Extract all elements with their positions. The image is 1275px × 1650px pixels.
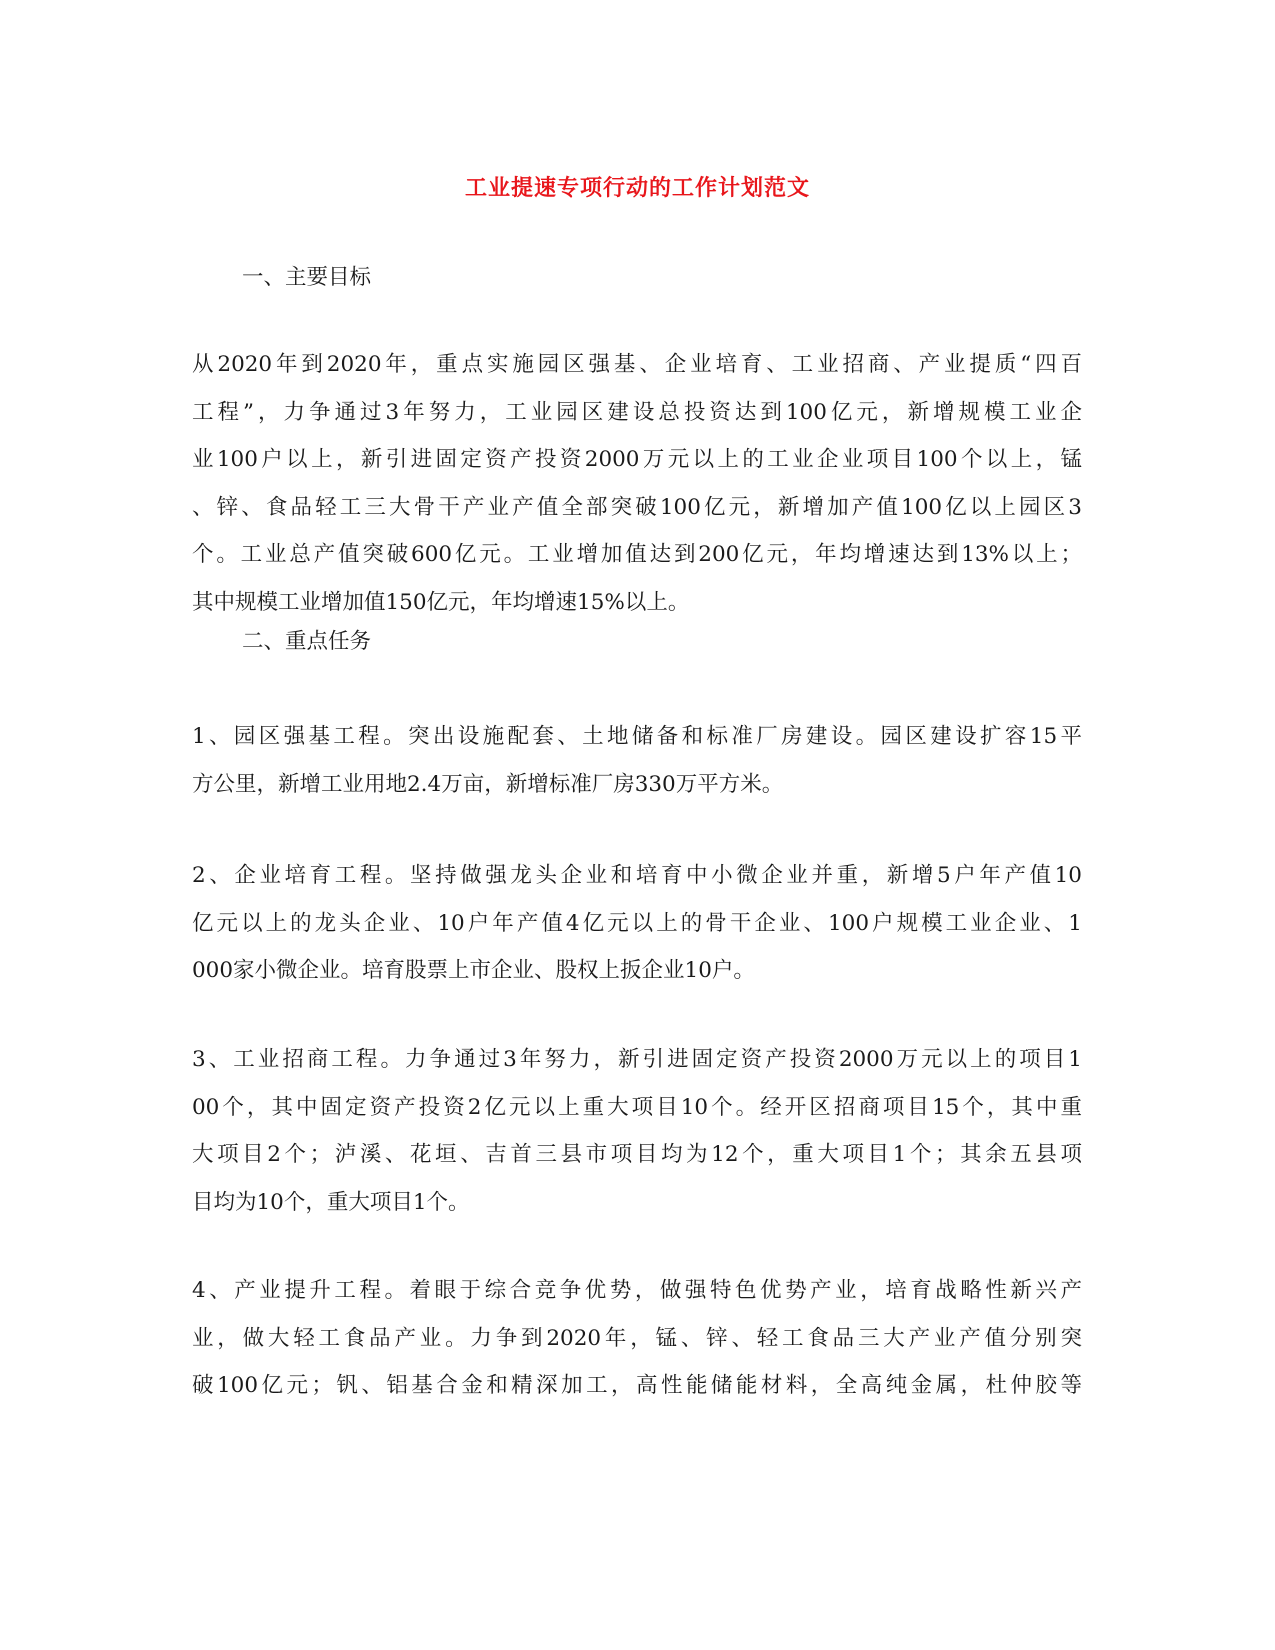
paragraph-line: 000家小微企业。培育股票上市企业、股权上扳企业10户。 [192,958,755,983]
paragraph-line: 00个，其中固定资产投资2亿元以上重大项目10个。经开区招商项目15个，其中重 [192,1094,1082,1120]
paragraph-main-goals [192,341,1082,626]
paragraph-line: 3、工业招商工程。力争通过3年努力，新引进固定资产投资2000万元以上的项目1 [192,1047,1082,1072]
section-heading-key-tasks: 二、重点任务 [242,629,372,654]
paragraph-task-4 [192,1267,1082,1410]
paragraph-line: 亿元以上的龙头企业、10户年产值4亿元以上的骨干企业、100户规模工业企业、1 [192,910,1082,936]
paragraph-task-2 [192,852,1082,995]
paragraph-line: 从2020年到2020年，重点实施园区强基、企业培育、工业招商、产业提质“四百 [192,352,1082,377]
paragraph-task-1 [192,713,1082,808]
paragraph-line: 工程”，力争通过3年努力，工业园区建设总投资达到100亿元，新增规模工业企 [192,399,1082,425]
paragraph-line: 业，做大轻工食品产业。力争到2020年，锰、锌、轻工食品三大产业产值分别突 [192,1325,1082,1351]
paragraph-line: 业100户以上，新引进固定资产投资2000万元以上的工业企业项目100个以上，锰 [192,447,1082,472]
paragraph-line: 、锌、食品轻工三大骨干产业产值全部突破100亿元，新增加产值100亿以上园区3 [192,494,1082,520]
paragraph-line: 方公里，新增工业用地2.4万亩，新增标准厂房330万平方米。 [192,771,784,797]
paragraph-line: 目均为10个，重大项目1个。 [192,1189,470,1215]
section-heading-main-goals: 一、主要目标 [242,265,372,290]
document-title: 工业提速专项行动的工作计划范文 [464,175,810,201]
paragraph-task-3 [192,1036,1082,1226]
paragraph-line: 个。工业总产值突破600亿元。工业增加值达到200亿元，年均增速达到13%以上； [192,542,1082,567]
paragraph-line: 4、产业提升工程。着眼于综合竞争优势，做强特色优势产业，培育战略性新兴产 [192,1278,1082,1303]
paragraph-line: 破100亿元；钒、铝基合金和精深加工，高性能储能材料，全高纯金属，杜仲胶等 [192,1373,1082,1398]
paragraph-line: 大项目2个；泸溪、花垣、吉首三县市项目均为12个，重大项目1个；其余五县项 [192,1142,1082,1167]
paragraph-line: 其中规模工业增加值150亿元，年均增速15%以上。 [192,589,690,615]
paragraph-line: 2、企业培育工程。坚持做强龙头企业和培育中小微企业并重，新增5户年产值10 [192,863,1082,888]
paragraph-line: 1、园区强基工程。突出设施配套、土地储备和标准厂房建设。园区建设扩容15平 [192,724,1082,749]
